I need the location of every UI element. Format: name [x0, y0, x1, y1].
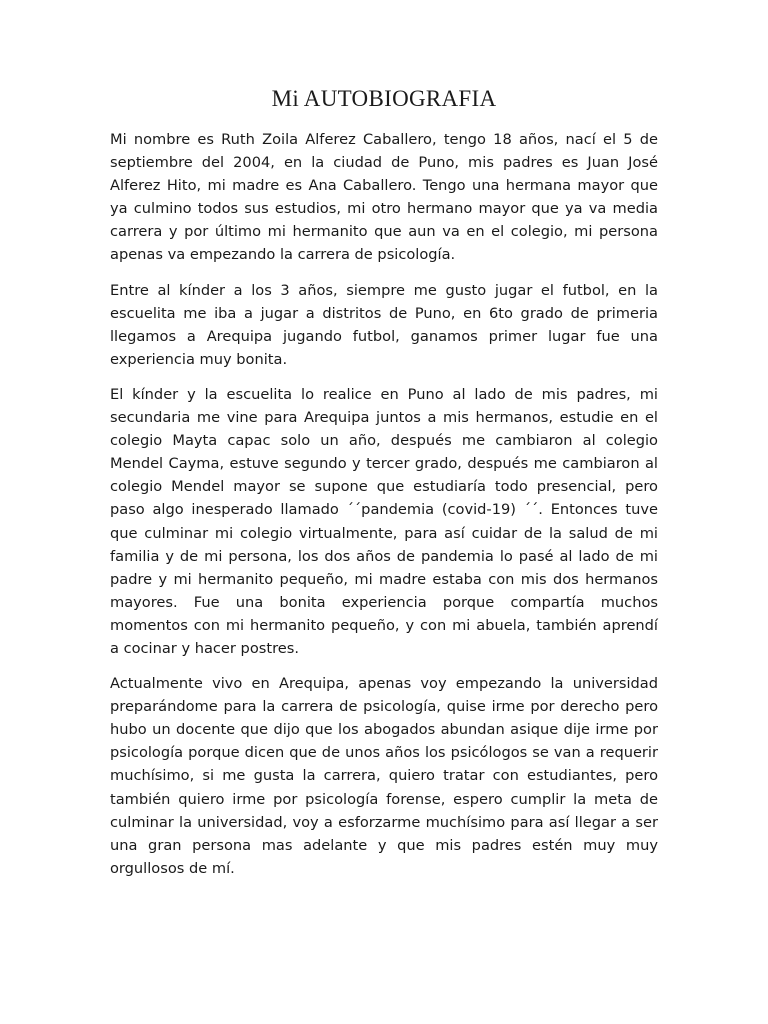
document-title: Mi AUTOBIOGRAFIA — [271, 86, 497, 111]
paragraph-3: El kínder y la escuelita lo realice en Puno al lado de mis padres, mi secundaria me vine para Arequipa juntos a mis hermanos, estudie en el colegio Mayta capac solo un año, después me cambiaron al colegio Mendel Cayma, estuve segundo y tercer grado, después me cambiaron al colegio Mendel mayor se supone que estudiaría todo presencial, pero paso algo inesperado llamado ´´pandemia (covid-19) ´´. Entonces tuve que culminar mi colegio virtualmente, para así cuidar de la salud de mi familia y de mi persona, los dos años de pandemia lo pasé al lado de mi padre y mi hermanito pequeño, mi madre estaba con mis dos hermanos mayores. Fue una bonita experiencia porque compartía muchos momentos con mi hermanito pequeño, y con mi abuela, también aprendí a cocinar y hacer postres. — [110, 385, 658, 657]
paragraph-1: Mi nombre es Ruth Zoila Alferez Caballero, tengo 18 años, nací el 5 de septiembre del 2004, en la ciudad de Puno, mis padres es Juan José Alferez Hito, mi madre es Ana Caballero. Tengo una hermana mayor que ya culmino todos sus estudios, mi otro hermano mayor que ya va media carrera y por último mi hermanito que aun va en el colegio, mi persona apenas va empezando la carrera de psicología. — [110, 131, 658, 264]
paragraph-2: Entre al kínder a los 3 años, siempre me gusto jugar el futbol, en la escuelita me iba a jugar a distritos de Puno, en 6to grado de primeria llegamos a Arequipa jugando futbol, ganamos primer lugar fue una experiencia muy bonita. — [110, 281, 658, 368]
paragraph-4: Actualmente vivo en Arequipa, apenas voy empezando la universidad preparándome para la carrera de psicología, quise irme por derecho pero hubo un docente que dijo que los abogados abundan asique dije irme por psicología porque dicen que de unos años los psicólogos se van a requerir muchísimo, si me gusta la carrera, quiero tratar con estudiantes, pero también quiero irme por psicología forense, espero cumplir la meta de culminar la universidad, voy a esforzarme muchísimo para así llegar a ser una gran persona mas adelante y que mis padres estén muy muy orgullosos de mí. — [110, 675, 658, 877]
